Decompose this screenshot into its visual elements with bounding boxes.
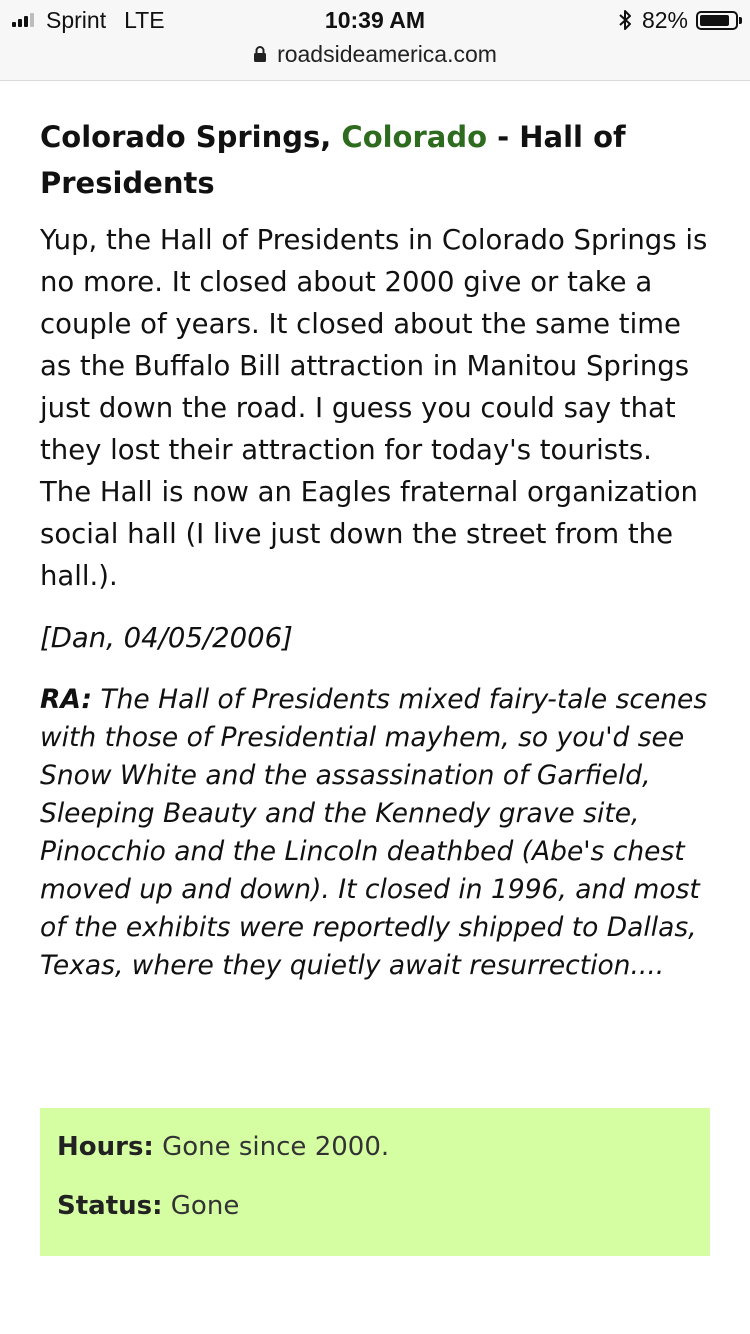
ra-label: RA: <box>40 684 93 715</box>
hours-line <box>57 1129 693 1165</box>
comment-signature: [Dan, 04/05/2006] <box>40 622 293 654</box>
visitor-comment: Yup, the Hall of Presidents in Colorado Springs is no more. It closed about 2000 give or take a couple of years. It closed about the same time as the Buffalo Bill attraction in Manitou Springs just down the road. I guess you could say that they lost their attraction for today's tourists. The Hall is now an Eagles fraternal organization social hall (I live just down the street from the hall.). <box>40 224 708 592</box>
url-text: roadsideamerica.com <box>277 40 497 67</box>
article <box>40 114 710 985</box>
hours-value: Gone since 2000. <box>162 1132 390 1162</box>
ra-text: The Hall of Presidents mixed fairy-tale scenes with those of Presidential mayhem, so you'd see Snow White and the assassination of Garfield, Sleeping Beauty and the Kennedy grave site, Pinocchio and the Lincoln deathbed (Abe's chest moved up and down). It closed in 1996, and most of the exhibits were reportedly shipped to Dallas, Texas, where they quietly await resurrection.... <box>40 684 708 981</box>
status-bar-right <box>618 6 738 34</box>
carrier-name: Sprint <box>46 6 107 33</box>
title-rest: - Hall of Presidents <box>40 120 626 200</box>
attraction-info-box <box>40 1108 710 1256</box>
status-label: Status: <box>57 1191 163 1221</box>
address-bar[interactable] <box>0 38 750 70</box>
battery-icon <box>696 11 738 30</box>
status-line <box>57 1188 693 1224</box>
status-value: Gone <box>170 1191 240 1221</box>
hours-label: Hours: <box>57 1132 154 1162</box>
page-title <box>40 114 710 206</box>
bluetooth-icon <box>618 9 632 31</box>
network-type: LTE <box>124 6 165 33</box>
state-link[interactable]: Colorado <box>341 120 488 154</box>
lock-icon <box>253 45 267 63</box>
battery-percent: 82% <box>641 6 688 33</box>
browser-top-bar <box>0 0 750 81</box>
ra-note <box>40 681 710 985</box>
status-time: 10:39 AM <box>324 7 426 33</box>
title-city: Colorado Springs, <box>40 120 332 154</box>
